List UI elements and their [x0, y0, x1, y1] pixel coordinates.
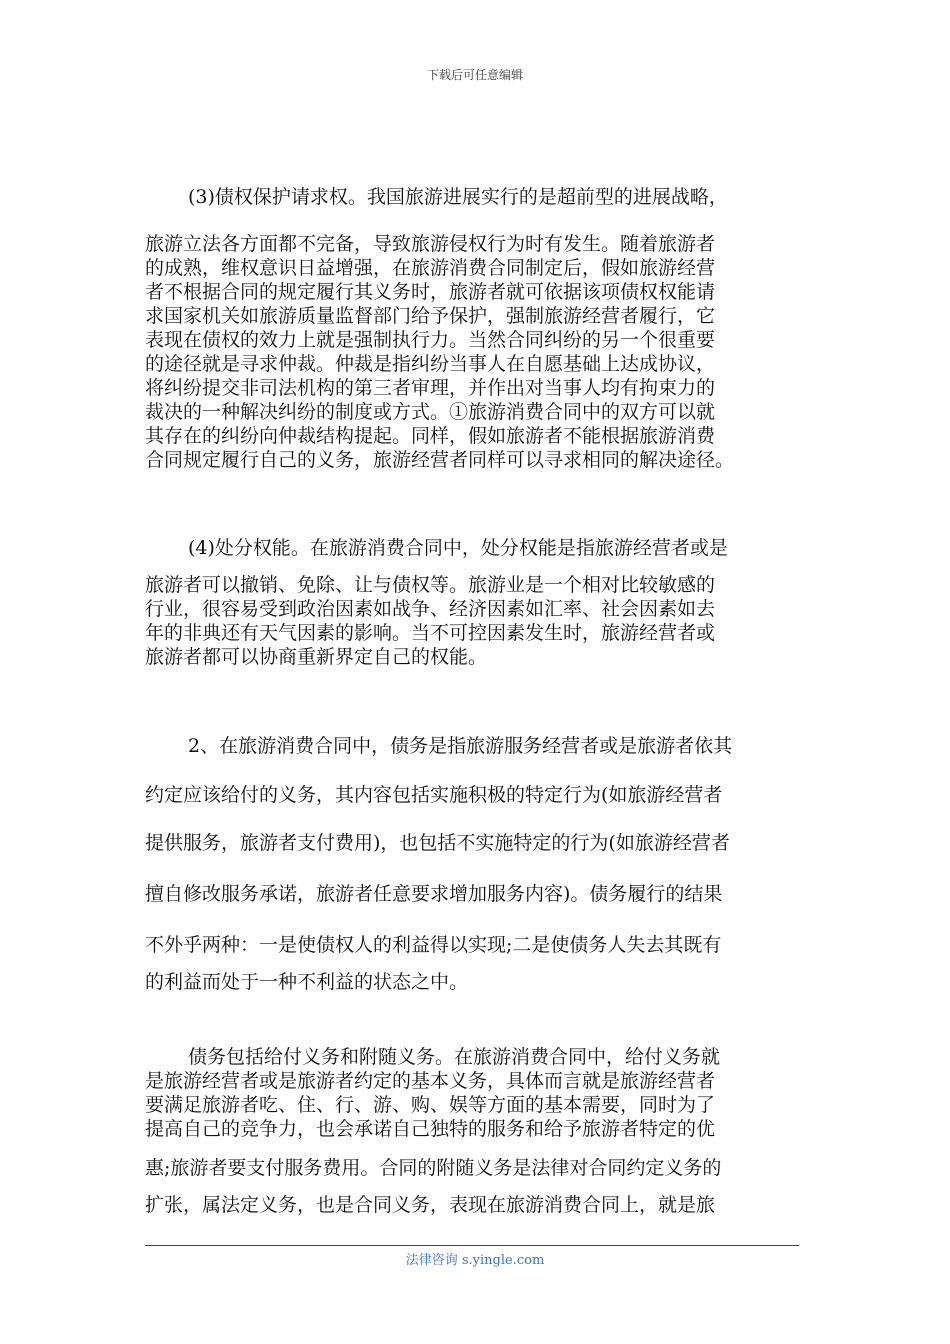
text-line: 擅自修改服务承诺，旅游者任意要求增加服务内容)。债务履行的结果 [145, 883, 723, 905]
text-line: 提供服务，旅游者支付费用)，也包括不实施特定的行为(如旅游经营者 [145, 832, 730, 854]
text-line: 惠;旅游者要支付服务费用。合同的附随义务是法律对合同约定义务的 [145, 1157, 722, 1179]
footer-link[interactable]: 法律咨询 s.yingle.com [405, 1253, 545, 1268]
text-line: 的利益而处于一种不利益的状态之中。 [145, 971, 469, 993]
text-line: 2、在旅游消费合同中，债务是指旅游服务经营者或是旅游者依其 [188, 735, 733, 757]
text-line: 旅游者都可以协商重新界定自己的权能。 [145, 646, 488, 668]
text-line: 年的非典还有天气因素的影响。当不可控因素发生时，旅游经营者或 [145, 622, 716, 644]
text-line: 旅游者可以撤销、免除、让与债权等。旅游业是一个相对比较敏感的 [145, 574, 716, 596]
text-line: 的途径就是寻求仲裁。仲裁是指纠纷当事人在自愿基础上达成协议， [145, 353, 716, 375]
text-line: (3)债权保护请求权。我国旅游进展实行的是超前型的进展战略， [188, 186, 728, 208]
text-line: (4)处分权能。在旅游消费合同中，处分权能是指旅游经营者或是 [188, 537, 728, 559]
page-header: 下载后可任意编辑 [426, 68, 523, 82]
footer-divider [145, 1245, 799, 1246]
text-line: 约定应该给付的义务，其内容包括实施积极的特定行为(如旅游经营者 [145, 784, 723, 806]
text-line: 债务包括给付义务和附随义务。在旅游消费合同中，给付义务就 [188, 1046, 721, 1068]
text-line: 的成熟，维权意识日益增强，在旅游消费合同制定后，假如旅游经营 [145, 257, 716, 279]
text-line: 是旅游经营者或是旅游者约定的基本义务，具体而言就是旅游经营者 [145, 1070, 716, 1092]
text-line: 表现在债权的效力上就是强制执行力。当然合同纠纷的另一个很重要 [145, 329, 716, 351]
text-line: 将纠纷提交非司法机构的第三者审理，并作出对当事人均有拘束力的 [145, 377, 716, 399]
text-line: 裁决的一种解决纠纷的制度或方式。①旅游消费合同中的双方可以就 [145, 401, 716, 423]
text-line: 不外乎两种：一是使债权人的利益得以实现;二是使债务人失去其既有 [145, 934, 722, 956]
text-line: 求国家机关如旅游质量监督部门给予保护，强制旅游经营者履行，它 [145, 305, 716, 327]
text-line: 旅游立法各方面都不完备，导致旅游侵权行为时有发生。随着旅游者 [145, 233, 716, 255]
text-line: 合同规定履行自己的义务，旅游经营者同样可以寻求相同的解决途径。 [145, 449, 735, 471]
text-line: 其存在的纠纷向仲裁结构提起。同样，假如旅游者不能根据旅游消费 [145, 425, 716, 447]
text-line: 扩张，属法定义务，也是合同义务，表现在旅游消费合同上，就是旅 [145, 1194, 716, 1216]
text-line: 要满足旅游者吃、住、行、游、购、娱等方面的基本需要，同时为了 [145, 1094, 716, 1116]
text-line: 者不根据合同的规定履行其义务时，旅游者就可依据该项债权权能请 [145, 281, 716, 303]
text-line: 提高自己的竞争力，也会承诺自己独特的服务和给予旅游者特定的优 [145, 1118, 716, 1140]
text-line: 行业，很容易受到政治因素如战争、经济因素如汇率、社会因素如去 [145, 598, 716, 620]
